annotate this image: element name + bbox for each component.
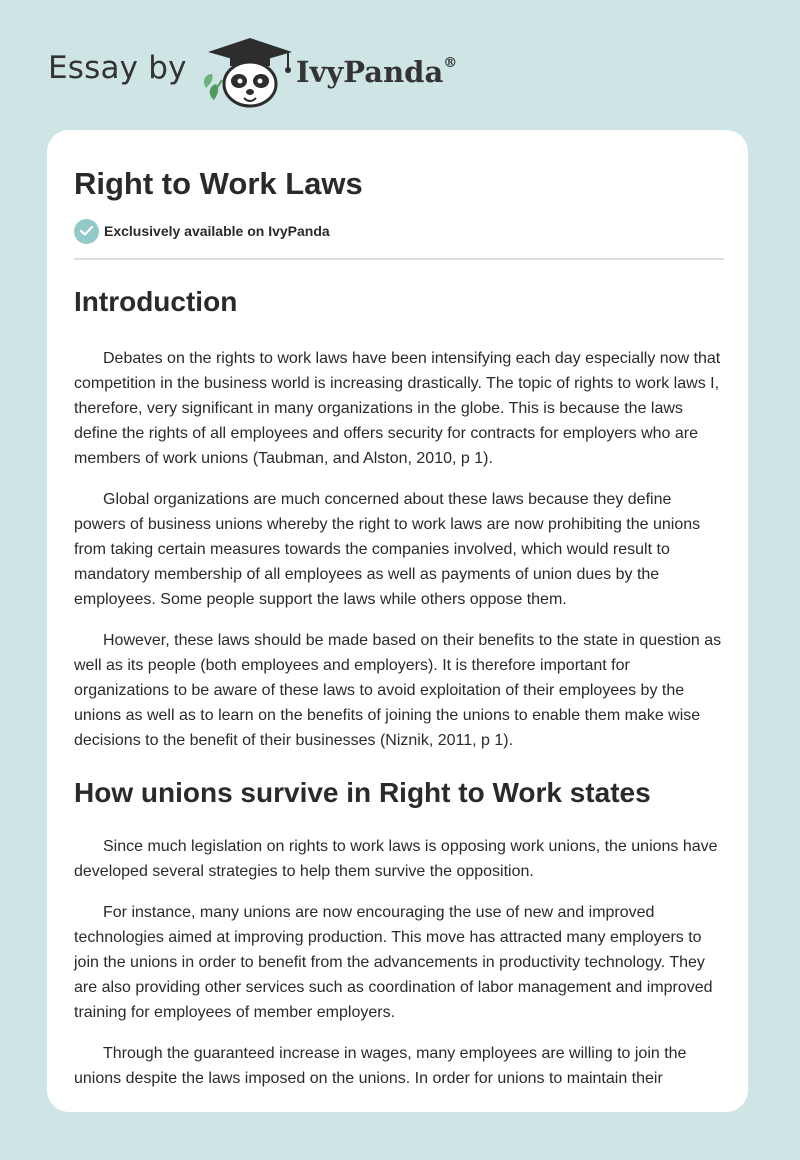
section-heading: Introduction xyxy=(74,286,238,317)
paragraph: However, these laws should be made based on their benefits to the state in question as well as its people (both employees and employers). It is therefore important for organizations to be aware of these laws to avoid exploitation of their employees by the unions as well as to learn on the benefits of joining the unions to enable them make wise decisions to the benefit of their businesses (Niznik, 2011, p 1). xyxy=(74,632,722,749)
panda-graduate-icon[interactable] xyxy=(200,34,300,110)
check-icon xyxy=(74,219,99,244)
paragraph: For instance, many unions are now encouraging the use of new and improved technologies aimed at improving production. This move has attracted many employers to join the unions in order to benefit from the advancements in productivity technology. They are also providing other services such as coordination of labor management and improved training for employees of member employers. xyxy=(74,904,713,1021)
essay-by-label: Essay by xyxy=(48,50,187,86)
exclusive-label: Exclusively available on IvyPanda xyxy=(104,223,330,239)
essay-content xyxy=(74,164,724,1091)
paragraph: Since much legislation on rights to work laws is opposing work unions, the unions have developed several strategies to help them survive the opposition. xyxy=(74,838,718,880)
page-title: Right to Work Laws xyxy=(74,166,363,201)
paragraph: Global organizations are much concerned about these laws because they define powers of business unions whereby the right to work laws are now prohibiting the unions from taking certain measures towards the companies involved, which would result to mandatory membership of all employees as well as payments of union dues by the employees. Some people support the laws while others oppose them. xyxy=(74,491,701,608)
paragraph: Debates on the rights to work laws have been intensifying each day especially now that competition in the business world is increasing drastically. The topic of rights to work laws I, therefore, very significant in many organizations in the globe. This is because the laws define the rights of all employees and offers security for contracts for employers who are members of work unions (Taubman, and Alston, 2010, p 1). xyxy=(74,350,721,467)
site-header xyxy=(0,0,800,120)
registered-mark: ® xyxy=(443,55,458,72)
section-heading: How unions survive in Right to Work states xyxy=(74,777,651,808)
divider xyxy=(74,258,724,260)
brand-name[interactable] xyxy=(296,55,457,89)
exclusive-badge xyxy=(74,218,724,244)
essay-card xyxy=(47,130,748,1112)
brand-label: IvyPanda xyxy=(296,55,444,89)
paragraph: Through the guaranteed increase in wages, many employees are willing to join the unions despite the laws imposed on the unions. In order for unions to maintain their xyxy=(74,1045,687,1087)
